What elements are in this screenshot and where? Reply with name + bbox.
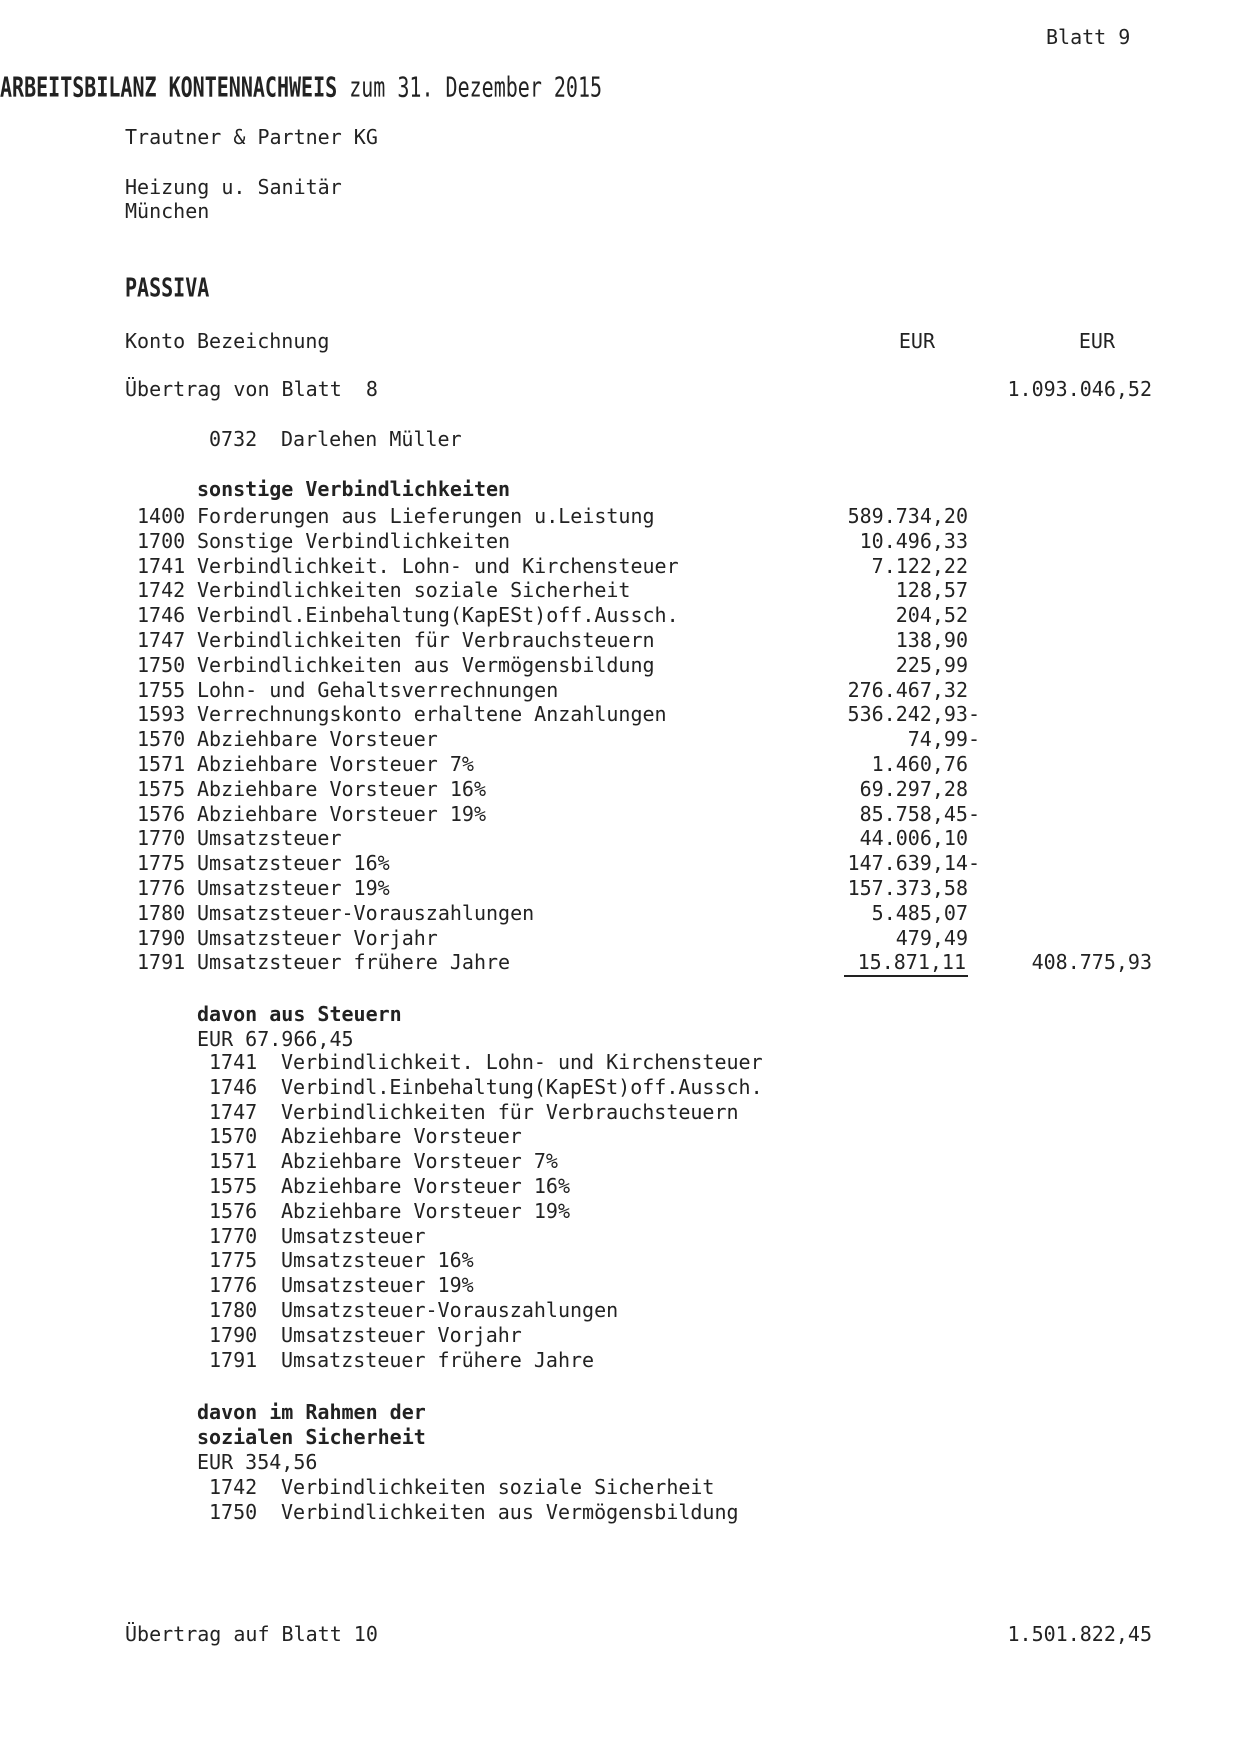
account-number: 1570 <box>209 1124 258 1148</box>
account-number: 1400 <box>137 504 186 528</box>
table-row <box>0 1224 1240 1249</box>
table-row <box>0 628 1240 653</box>
account-name: Verbindlichkeit. Lohn- und Kirchensteuer <box>197 554 679 578</box>
account-name: Verbindlichkeit. Lohn- und Kirchensteuer <box>281 1050 763 1074</box>
column-header-row <box>0 329 1240 354</box>
account-number: 1790 <box>209 1323 258 1347</box>
amount-eur1: 204,52 <box>895 603 968 627</box>
table-row <box>0 554 1240 579</box>
account-number: 1576 <box>137 802 186 826</box>
table-row <box>0 1199 1240 1224</box>
breakdown-heading: davon im Rahmen der <box>197 1400 426 1424</box>
account-number: 1790 <box>137 926 186 950</box>
table-row <box>0 1075 1240 1100</box>
table-row <box>0 578 1240 603</box>
breakdown-amount: EUR 354,56 <box>197 1450 318 1474</box>
title-line <box>0 70 1240 105</box>
account-number: 1742 <box>137 578 186 602</box>
account-number: 1775 <box>209 1248 258 1272</box>
table-row <box>0 702 1240 727</box>
table-row <box>0 427 1240 452</box>
table-row <box>0 1149 1240 1174</box>
account-name: Verbindlichkeiten für Verbrauchsteuern <box>281 1100 739 1124</box>
account-number: 1571 <box>209 1149 258 1173</box>
table-row <box>0 603 1240 628</box>
account-name: Lohn- und Gehaltsverrechnungen <box>197 678 559 702</box>
account-number: 1755 <box>137 678 186 702</box>
amount-eur1: 479,49 <box>895 926 968 950</box>
table-row <box>0 802 1240 827</box>
account-number: 1570 <box>137 727 186 751</box>
table-row <box>0 727 1240 752</box>
table-row <box>0 851 1240 876</box>
amount-eur1: 10.496,33 <box>859 529 968 553</box>
table-row <box>0 1298 1240 1323</box>
amount-eur1: 138,90 <box>895 628 968 652</box>
carry-forward-out-row <box>0 1622 1240 1647</box>
account-number: 1741 <box>137 554 186 578</box>
table-row <box>0 926 1240 951</box>
table-row <box>0 1323 1240 1348</box>
table-row <box>0 876 1240 901</box>
table-row <box>0 504 1240 529</box>
amount-eur1: 85.758,45- <box>859 802 980 826</box>
account-name: Abziehbare Vorsteuer 7% <box>197 752 474 776</box>
account-name: Abziehbare Vorsteuer 16% <box>281 1174 570 1198</box>
table-row <box>0 901 1240 926</box>
account-number: 1593 <box>137 702 186 726</box>
amount-eur1: 225,99 <box>895 653 968 677</box>
table-row <box>0 752 1240 777</box>
account-number: 1780 <box>137 901 186 925</box>
page-subtitle: zum 31. Dezember 2015 <box>337 70 603 104</box>
account-name: Verbindlichkeiten aus Vermögensbildung <box>281 1500 739 1524</box>
account-number: 1747 <box>209 1100 258 1124</box>
column-header-bezeichnung: Bezeichnung <box>197 329 330 353</box>
account-number: 1791 <box>137 950 186 974</box>
account-name: Umsatzsteuer 19% <box>197 876 390 900</box>
account-number: 1791 <box>209 1348 258 1372</box>
account-name: Umsatzsteuer 19% <box>281 1273 474 1297</box>
account-name: Verbindlichkeiten aus Vermögensbildung <box>197 653 655 677</box>
account-number: 1747 <box>137 628 186 652</box>
amount-eur1: 5.485,07 <box>871 901 968 925</box>
account-name: Umsatzsteuer 16% <box>197 851 390 875</box>
subtotal-underline: 15.871,11 <box>844 950 968 977</box>
column-header-eur2: EUR <box>1078 329 1115 353</box>
page-title: ARBEITSBILANZ KONTENNACHWEIS <box>0 70 338 104</box>
column-header-konto: Konto <box>125 329 186 353</box>
account-number: 1770 <box>209 1224 258 1248</box>
account-number: 1575 <box>209 1174 258 1198</box>
table-row <box>0 653 1240 678</box>
breakdown-heading-line2: sozialen Sicherheit <box>197 1425 426 1449</box>
sheet-number: Blatt 9 <box>1046 25 1131 49</box>
carry-forward-in-amount: 1.093.046,52 <box>1007 377 1152 401</box>
account-name: Umsatzsteuer-Vorauszahlungen <box>197 901 535 925</box>
table-row <box>0 1124 1240 1149</box>
account-number: 1750 <box>209 1500 258 1524</box>
account-number: 1700 <box>137 529 186 553</box>
account-number: 1770 <box>137 826 186 850</box>
account-name: Umsatzsteuer Vorjahr <box>197 926 438 950</box>
account-number: 1746 <box>209 1075 258 1099</box>
account-name: Abziehbare Vorsteuer <box>197 727 438 751</box>
account-name: Umsatzsteuer frühere Jahre <box>281 1348 595 1372</box>
amount-eur1: 147.639,14- <box>847 851 980 875</box>
account-number: 0732 <box>209 427 258 451</box>
table-row <box>0 950 1240 975</box>
table-row <box>0 1475 1240 1500</box>
account-number: 1576 <box>209 1199 258 1223</box>
amount-eur1: 157.373,58 <box>847 876 968 900</box>
amount-eur1: 74,99- <box>907 727 980 751</box>
account-name: Abziehbare Vorsteuer 16% <box>197 777 486 801</box>
account-number: 1571 <box>137 752 186 776</box>
section-heading: PASSIVA <box>125 272 210 304</box>
table-row <box>0 1100 1240 1125</box>
table-row <box>0 1050 1240 1075</box>
table-row <box>0 1248 1240 1273</box>
account-number: 1775 <box>137 851 186 875</box>
amount-eur1: 7.122,22 <box>871 554 968 578</box>
account-number: 1742 <box>209 1475 258 1499</box>
table-row <box>0 1273 1240 1298</box>
carry-forward-out-label: Übertrag auf Blatt 10 <box>125 1622 378 1646</box>
table-row <box>0 1348 1240 1373</box>
account-name: Verbindl.Einbehaltung(KapESt)off.Aussch. <box>197 603 679 627</box>
account-name: Verbindl.Einbehaltung(KapESt)off.Aussch. <box>281 1075 763 1099</box>
account-name: Abziehbare Vorsteuer 19% <box>281 1199 570 1223</box>
table-row <box>0 529 1240 554</box>
company-city: München <box>125 199 210 223</box>
account-name: Forderungen aus Lieferungen u.Leistung <box>197 504 655 528</box>
account-name: Verbindlichkeiten soziale Sicherheit <box>281 1475 715 1499</box>
account-number: 1776 <box>209 1273 258 1297</box>
account-number: 1750 <box>137 653 186 677</box>
table-row <box>0 1500 1240 1525</box>
account-name: Sonstige Verbindlichkeiten <box>197 529 511 553</box>
carry-forward-out-amount: 1.501.822,45 <box>1007 1622 1152 1646</box>
amount-eur1: 69.297,28 <box>859 777 968 801</box>
account-number: 1746 <box>137 603 186 627</box>
column-header-eur1: EUR <box>898 329 935 353</box>
account-name: Umsatzsteuer <box>197 826 342 850</box>
account-name: Umsatzsteuer-Vorauszahlungen <box>281 1298 619 1322</box>
account-name: Umsatzsteuer Vorjahr <box>281 1323 522 1347</box>
company-business: Heizung u. Sanitär <box>125 175 342 199</box>
account-name: Abziehbare Vorsteuer <box>281 1124 522 1148</box>
account-name: Verbindlichkeiten soziale Sicherheit <box>197 578 631 602</box>
amount-eur1: 1.460,76 <box>871 752 968 776</box>
amount-eur1: 44.006,10 <box>859 826 968 850</box>
account-name: Umsatzsteuer frühere Jahre <box>197 950 511 974</box>
account-name: Verbindlichkeiten für Verbrauchsteuern <box>197 628 655 652</box>
breakdown-amount: EUR 67.966,45 <box>197 1027 354 1051</box>
amount-eur1: 276.467,32 <box>847 678 968 702</box>
account-name: Umsatzsteuer <box>281 1224 426 1248</box>
breakdown-heading: davon aus Steuern <box>197 1002 402 1026</box>
table-row <box>0 826 1240 851</box>
account-name: Umsatzsteuer 16% <box>281 1248 474 1272</box>
group-heading: sonstige Verbindlichkeiten <box>197 477 511 501</box>
account-number: 1776 <box>137 876 186 900</box>
table-row <box>0 678 1240 703</box>
company-name: Trautner & Partner KG <box>125 125 378 149</box>
table-row <box>0 777 1240 802</box>
account-name: Abziehbare Vorsteuer 7% <box>281 1149 558 1173</box>
account-number: 1741 <box>209 1050 258 1074</box>
account-number: 1575 <box>137 777 186 801</box>
account-number: 1780 <box>209 1298 258 1322</box>
amount-eur1: 536.242,93- <box>847 702 980 726</box>
account-name: Abziehbare Vorsteuer 19% <box>197 802 486 826</box>
amount-eur1: 128,57 <box>895 578 968 602</box>
account-name: Darlehen Müller <box>281 427 462 451</box>
amount-eur1: 589.734,20 <box>847 504 968 528</box>
carry-forward-in-label: Übertrag von Blatt 8 <box>125 377 378 401</box>
table-row <box>0 1174 1240 1199</box>
account-name: Verrechnungskonto erhaltene Anzahlungen <box>197 702 667 726</box>
carry-forward-in-row <box>0 377 1240 402</box>
group-total-eur2: 408.775,93 <box>1031 950 1152 974</box>
